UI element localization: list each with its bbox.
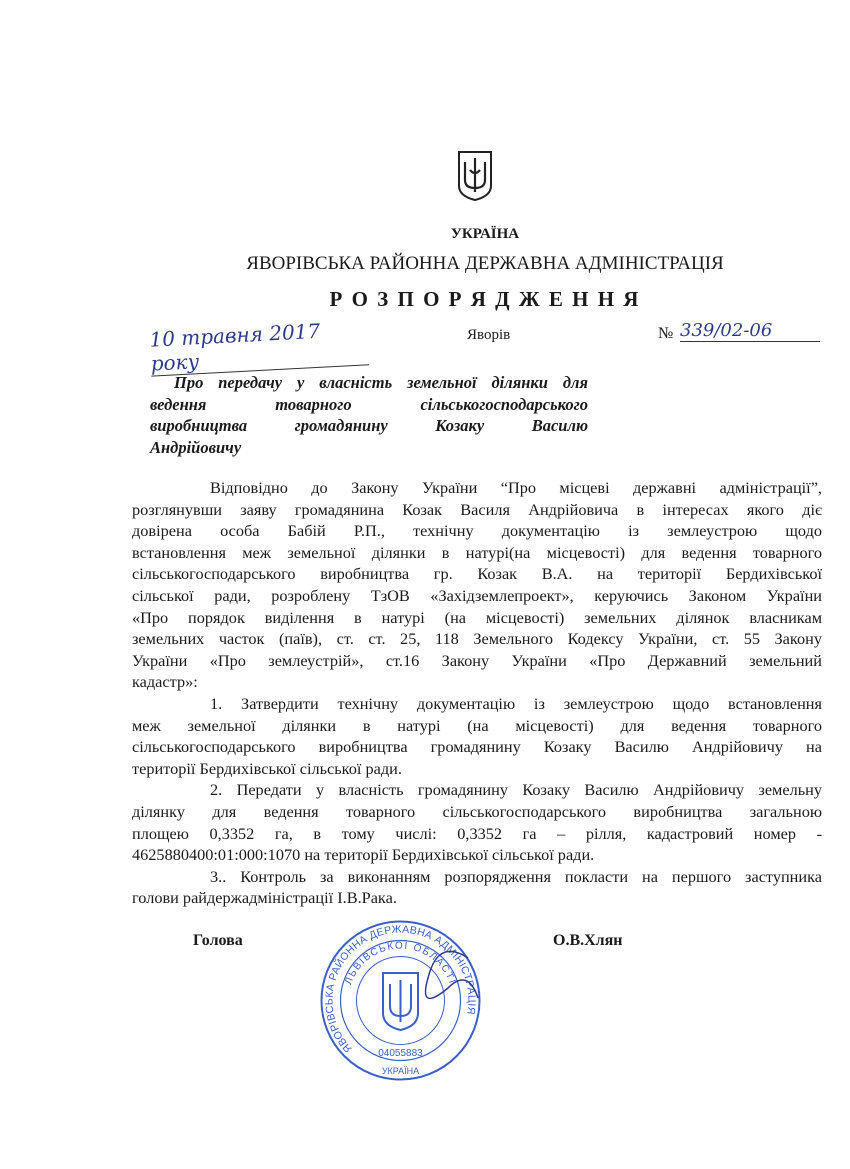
country-title: УКРАЇНА	[450, 226, 520, 242]
signature-name: О.В.Хлян	[553, 932, 623, 949]
text-line: 2. Передати у власність громадянину Козаку Василю Андрійовичу земельну	[210, 780, 822, 800]
trident-emblem-icon	[457, 150, 493, 202]
text-line: ділянку для ведення товарного сільськогосподарського виробництва загальною	[132, 801, 822, 821]
text-line: земельних часток (паїв), ст. ст. 25, 118 Земельного Кодексу України, ст. 55 Закону	[132, 629, 822, 649]
stamp-bottom-text: УКРАЇНА	[381, 1066, 420, 1076]
date-handwritten: 10 травня 2017 року	[149, 316, 369, 376]
item-3	[132, 866, 822, 909]
subject-heading	[150, 372, 588, 458]
text-line: території Бердихівської сільської ради.	[132, 758, 402, 778]
text-line: встановлення меж земельної ділянки в натурі(на місцевості) для ведення товарного	[132, 542, 822, 562]
text-line: кадастр»:	[132, 672, 198, 692]
signature-position: Голова	[193, 932, 243, 949]
item-1	[132, 693, 822, 779]
item-2	[132, 779, 822, 865]
text-line: довірена особа Бабій Р.П., технічну документацію із землеустрою щодо	[132, 521, 822, 541]
text-line: 3.. Контроль за виконанням розпорядження покласти на першого заступника	[210, 866, 822, 886]
stamp-outer-text: ЯВОРІВСЬКА РАЙОННА ДЕРЖАВНА АДМІНІСТРАЦІЯ	[323, 923, 478, 1055]
text-line: площею 0,3352 га, в тому числі: 0,3352 га – рілля, кадастровий номер -	[132, 823, 822, 843]
subject-line: виробництва громадянину Козаку Василю	[150, 416, 588, 435]
preamble	[132, 477, 822, 909]
text-line: 4625880400:01:000:1070 на території Бердихівської сільської ради.	[132, 845, 595, 865]
text-line: Відповідно до Закону України “Про місцеві державні адміністрації”,	[210, 478, 822, 497]
text-line: сільськогосподарського виробництва гр. Козак В.А. на території Бердихівської	[132, 564, 822, 584]
stamp-inner-text: ЛЬВІВСЬКОЇ ОБЛАСТІ	[343, 940, 458, 987]
official-stamp	[318, 918, 483, 1083]
stamp-code: 04055883	[378, 1048, 423, 1059]
text-line: сільської ради, розроблену ТзОВ «Західземлепроект», керуючись Законом України	[132, 585, 822, 605]
number-handwritten: 339/02-06	[680, 320, 820, 342]
subject-line: Про передачу у власність земельної ділянки для	[174, 373, 588, 392]
place: Яворів	[467, 327, 511, 343]
text-line: України «Про землеустрій», ст.16 Закону України «Про Державний земельний	[132, 650, 822, 670]
authority-title: ЯВОРІВСЬКА РАЙОННА ДЕРЖАВНА АДМІНІСТРАЦІЯ	[246, 253, 724, 274]
text-line: «Про порядок виділення в натурі (на місцевості) земельних ділянок власникам	[132, 607, 822, 627]
text-line: сільськогосподарського виробництва громадянину Козаку Василю Андрійовичу на	[132, 737, 822, 757]
text-line: розглянувши заяву громадянина Козак Василя Андрійовича в інтересах якого діє	[132, 499, 822, 519]
number-label: №	[658, 325, 674, 342]
stamp-trident-icon	[383, 973, 418, 1030]
subject-line: ведення товарного сільськогосподарського	[150, 394, 588, 414]
document-type: Р О З П О Р Я Д Ж Е Н Н Я	[329, 287, 641, 311]
text-line: меж земельної ділянки в натурі (на місцевості) для ведення товарного	[132, 715, 822, 735]
text-line: голови райдержадміністрації І.В.Рака.	[132, 888, 397, 908]
subject-line: Андрійовичу	[150, 437, 242, 457]
text-line: 1. Затвердити технічну документацію із землеустрою щодо встановлення	[210, 693, 822, 713]
